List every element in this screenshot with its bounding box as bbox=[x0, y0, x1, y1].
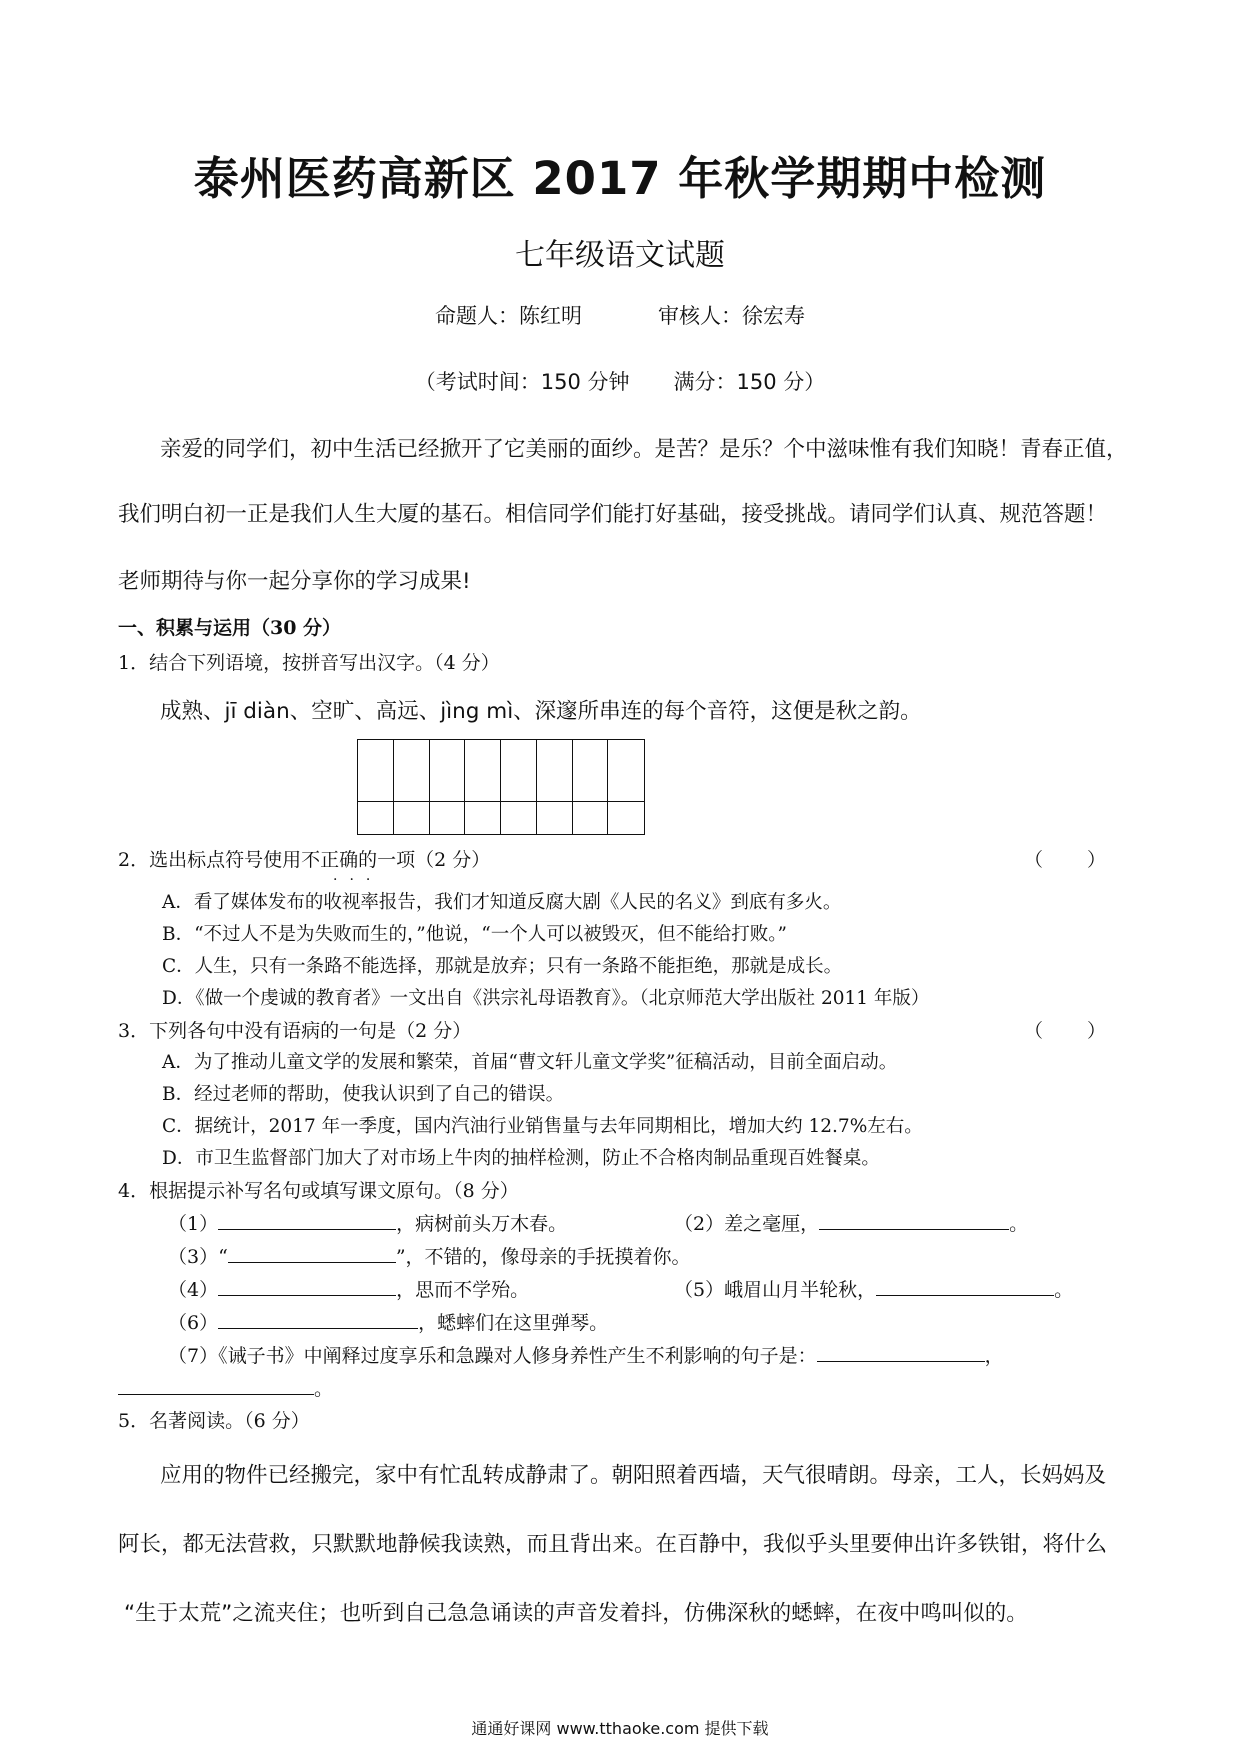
author-name: 命题人：陈红明 bbox=[435, 304, 582, 328]
q5-passage-line-2: 阿长，都无法营救，只默默地静候我读熟，而且背出来。在百静中，我似乎头里要伸出许多铁钳，将什么 bbox=[118, 1532, 1108, 1557]
grid-cell[interactable] bbox=[465, 802, 501, 834]
grid-cell[interactable] bbox=[608, 802, 644, 834]
grid-cell[interactable] bbox=[573, 740, 609, 802]
q1-context: 成熟、jī diàn、空旷、高远、jìng mì、深邃所串连的每个音符，这便是秋之韵。 bbox=[160, 699, 922, 724]
answer-grid[interactable] bbox=[357, 739, 645, 835]
authors-line bbox=[0, 300, 1240, 330]
q4-item-4 bbox=[168, 1275, 529, 1302]
grid-cell[interactable] bbox=[573, 802, 609, 834]
section-heading: 一、积累与运用（30 分） bbox=[118, 617, 342, 639]
grid-cell[interactable] bbox=[501, 802, 537, 834]
q5-passage-line-1: 应用的物件已经搬完，家中有忙乱转成静肃了。朝阳照着西墙，天气很晴朗。母亲，工人，长妈妈及 bbox=[160, 1463, 1107, 1488]
answer-blank[interactable] bbox=[218, 1209, 396, 1230]
q2-option-b: B．“不过人不是为失败而生的，”他说，“一个人可以被毁灭，但不能给打败。” bbox=[162, 924, 787, 945]
item-text: ，思而不学殆。 bbox=[396, 1279, 530, 1301]
q2-option-d: D．《做一个虔诚的教育者》一文出自《洪宗礼母语教育》。（北京师范大学出版社 2011 年版） bbox=[162, 988, 930, 1009]
q2-option-a: A．看了媒体发布的收视率报告，我们才知道反腐大剧《人民的名义》到底有多火。 bbox=[162, 892, 842, 913]
grid-cell[interactable] bbox=[501, 740, 537, 802]
q3-answer-paren[interactable]: （ ） bbox=[1024, 1020, 1109, 1042]
answer-blank[interactable] bbox=[876, 1275, 1054, 1296]
grid-cell[interactable] bbox=[608, 740, 644, 802]
q2-stem: 2．选出标点符号使用不正确的一项（2 分） bbox=[118, 849, 491, 871]
answer-blank[interactable] bbox=[817, 1341, 985, 1362]
q4-item-3 bbox=[168, 1242, 691, 1269]
q3-option-d: D．市卫生监督部门加大了对市场上牛肉的抽样检测，防止不合格肉制品重现百姓餐桌。 bbox=[162, 1148, 880, 1169]
grid-cell[interactable] bbox=[430, 740, 466, 802]
q3-option-b: B．经过老师的帮助，使我认识到了自己的错误。 bbox=[162, 1084, 565, 1105]
grid-cell[interactable] bbox=[537, 802, 573, 834]
q5-stem: 5．名著阅读。（6 分） bbox=[118, 1410, 310, 1432]
q4-item-1 bbox=[168, 1209, 567, 1236]
reviewer-name: 审核人：徐宏寿 bbox=[658, 304, 805, 328]
intro-line-3: 老师期待与你一起分享你的学习成果! bbox=[118, 569, 471, 594]
q1-stem: 1．结合下列语境，按拼音写出汉字。（4 分） bbox=[118, 652, 500, 674]
exam-info-line bbox=[0, 366, 1240, 396]
item-text: 。 bbox=[314, 1378, 334, 1400]
grid-cell[interactable] bbox=[465, 740, 501, 802]
answer-blank[interactable] bbox=[218, 1308, 418, 1329]
answer-blank[interactable] bbox=[228, 1242, 396, 1263]
item-text: ”，不错的，像母亲的手抚摸着你。 bbox=[395, 1246, 691, 1268]
q3-stem: 3．下列各句中没有语病的一句是（2 分） bbox=[118, 1020, 472, 1042]
item-text: （5）峨眉山月半轮秋， bbox=[674, 1279, 877, 1301]
item-label: （6） bbox=[168, 1312, 219, 1334]
q5-passage-line-3: “生于太荒”之流夹住；也听到自己急急诵读的声音发着抖，仿佛深秋的蟋蟀，在夜中鸣叫似的。 bbox=[124, 1601, 1028, 1626]
exam-subtitle: 七年级语文试题 bbox=[515, 238, 725, 273]
q3-option-a: A．为了推动儿童文学的发展和繁荣，首届“曹文轩儿童文学奖”征稿活动，目前全面启动。 bbox=[162, 1052, 898, 1073]
grid-cell[interactable] bbox=[358, 802, 394, 834]
grid-cell[interactable] bbox=[358, 740, 394, 802]
q4-stem: 4．根据提示补写名句或填写课文原句。（8 分） bbox=[118, 1180, 519, 1202]
item-text: ，蟋蟀们在这里弹琴。 bbox=[418, 1312, 609, 1334]
grid-cell[interactable] bbox=[537, 740, 573, 802]
q4-item-6 bbox=[168, 1308, 608, 1335]
answer-blank[interactable] bbox=[819, 1209, 1009, 1230]
q4-item-2 bbox=[674, 1209, 1028, 1236]
item-text: ， bbox=[984, 1345, 1004, 1367]
full-score: 满分：150 分） bbox=[673, 370, 826, 394]
exam-title: 泰州医药高新区 2017 年秋学期期中检测 bbox=[193, 152, 1047, 205]
q2-option-c: C．人生，只有一条路不能选择，那就是放弃；只有一条路不能拒绝，那就是成长。 bbox=[162, 956, 843, 977]
answer-blank[interactable] bbox=[218, 1275, 396, 1296]
item-text: （7）《诫子书》中阐释过度享乐和急躁对人修身养性产生不利影响的句子是： bbox=[168, 1345, 817, 1367]
q3-option-c: C．据统计，2017 年一季度，国内汽油行业销售量与去年同期相比，增加大约 12.7%左右。 bbox=[162, 1116, 923, 1137]
item-text: 。 bbox=[1054, 1279, 1074, 1301]
q4-item-5 bbox=[674, 1275, 1073, 1302]
grid-cell[interactable] bbox=[394, 802, 430, 834]
item-label: （3）“ bbox=[168, 1246, 228, 1268]
q2-answer-paren[interactable]: （ ） bbox=[1024, 849, 1109, 871]
grid-cell[interactable] bbox=[394, 740, 430, 802]
answer-blank[interactable] bbox=[118, 1374, 314, 1395]
emphasis-dots: ··· bbox=[333, 872, 383, 888]
page-footer: 通通好课网 www.tthaoke.com 提供下载 bbox=[471, 1719, 769, 1738]
exam-time: （考试时间：150 分钟 bbox=[414, 370, 630, 394]
item-text: ，病树前头万木春。 bbox=[396, 1213, 568, 1235]
grid-cell[interactable] bbox=[430, 802, 466, 834]
item-label: （1） bbox=[168, 1213, 219, 1235]
intro-line-1: 亲爱的同学们，初中生活已经掀开了它美丽的面纱。是苦？是乐？个中滋味惟有我们知晓！青春正值， bbox=[160, 437, 1128, 462]
item-text: （2）差之毫厘， bbox=[674, 1213, 820, 1235]
q4-item-7-continued bbox=[118, 1374, 333, 1401]
item-label: （4） bbox=[168, 1279, 219, 1301]
intro-line-2: 我们明白初一正是我们人生大厦的基石。相信同学们能打好基础，接受挑战。请同学们认真、规范答题！ bbox=[118, 502, 1108, 527]
item-text: 。 bbox=[1009, 1213, 1029, 1235]
q4-item-7 bbox=[168, 1341, 1004, 1368]
